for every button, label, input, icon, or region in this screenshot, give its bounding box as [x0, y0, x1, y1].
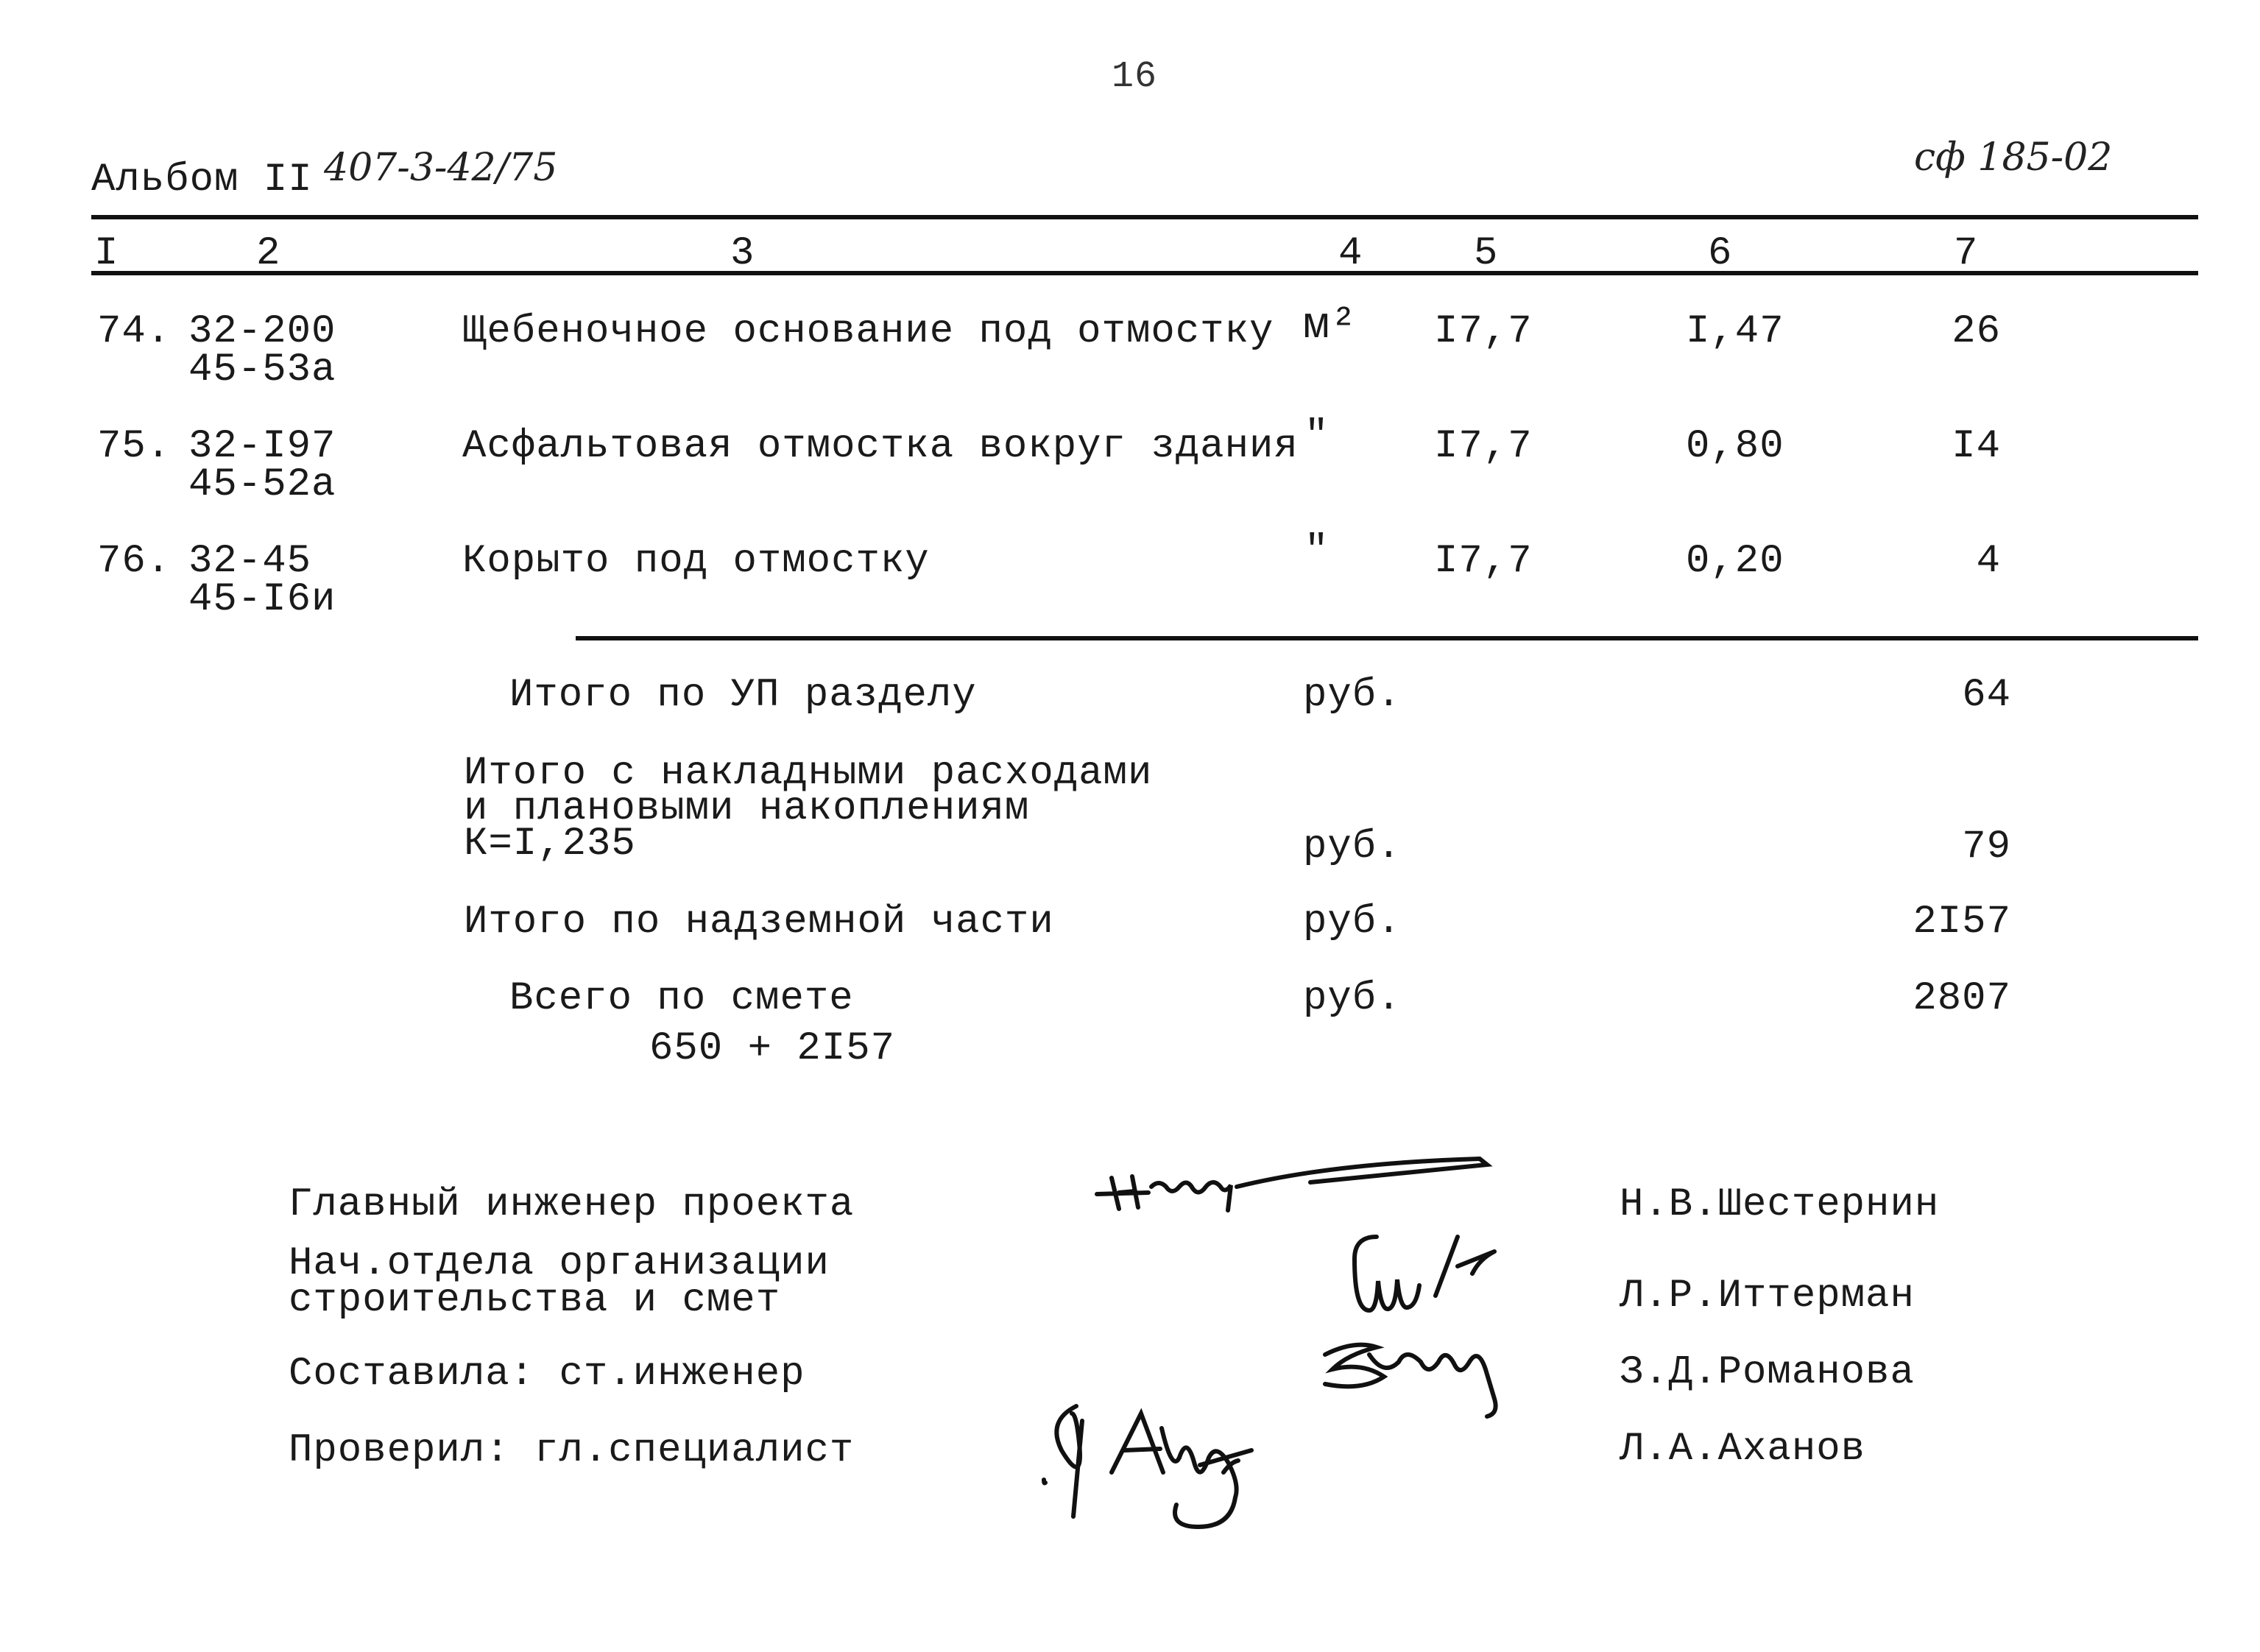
total-label: Всего по смете — [509, 976, 854, 1021]
row-code-primary: 32-200 — [188, 309, 336, 354]
total-value: 2I57 — [1913, 900, 2011, 945]
album-code: 407-3-42/75 — [324, 146, 558, 190]
header-bottom-rule — [91, 271, 2198, 275]
row-total: 26 — [1952, 309, 2001, 354]
total-unit: руб. — [1303, 673, 1402, 718]
total-formula: 650 + 2I57 — [649, 1026, 896, 1071]
total-unit: руб. — [1303, 825, 1402, 869]
signer-name: Н.В.Шестернин — [1620, 1182, 1940, 1227]
row-number: 74. — [97, 309, 172, 354]
page-number: 16 — [1112, 56, 1158, 98]
total-unit: руб. — [1303, 900, 1402, 945]
col-header-4: 4 — [1338, 231, 1363, 276]
row-unit: " — [1304, 529, 1329, 573]
signer-title: строительства и смет — [289, 1278, 781, 1323]
row-unit-price: I,47 — [1686, 309, 1784, 354]
signer-name: Л.А.Аханов — [1620, 1427, 1866, 1472]
row-quantity: I7,7 — [1434, 309, 1533, 354]
signature-romanova — [1310, 1325, 1531, 1428]
col-header-5: 5 — [1474, 231, 1499, 276]
col-header-1: I — [94, 231, 119, 276]
row-code-secondary: 45-52а — [188, 462, 336, 507]
total-label: К=I,235 — [464, 822, 636, 866]
row-quantity: I7,7 — [1434, 539, 1533, 584]
row-unit: м² — [1303, 301, 1358, 351]
row-name: Щебеночное основание под отмостку — [462, 309, 1274, 354]
col-header-6: 6 — [1708, 231, 1733, 276]
signature-akhanov — [1031, 1391, 1281, 1539]
row-code-secondary: 45-I6и — [188, 577, 336, 622]
total-label: Итого по надземной части — [464, 900, 1054, 945]
album-label: Альбом II — [91, 158, 313, 202]
totals-rule — [576, 636, 2198, 640]
row-total: I4 — [1952, 424, 2001, 469]
signer-name: Л.Р.Иттерман — [1620, 1274, 1915, 1319]
row-unit: " — [1304, 414, 1329, 459]
col-header-3: 3 — [730, 231, 755, 276]
total-unit: руб. — [1303, 976, 1402, 1021]
col-header-7: 7 — [1954, 231, 1979, 276]
row-total: 4 — [1976, 539, 2001, 584]
row-number: 76. — [97, 539, 172, 584]
total-label: Итого по УП разделу — [509, 673, 977, 718]
col-header-2: 2 — [256, 231, 281, 276]
total-label: Итого с накладными расходами — [464, 751, 1153, 796]
signer-title: Главный инженер проекта — [289, 1182, 855, 1227]
row-number: 75. — [97, 424, 172, 469]
signature-itterman — [1347, 1222, 1524, 1325]
row-unit-price: 0,80 — [1686, 424, 1784, 469]
total-value: 79 — [1962, 825, 2011, 869]
row-quantity: I7,7 — [1434, 424, 1533, 469]
row-code-primary: 32-I97 — [188, 424, 336, 469]
sheet-code: сф 185-02 — [1914, 135, 2113, 180]
signer-name: З.Д.Романова — [1620, 1350, 1915, 1395]
row-name: Корыто под отмостку — [462, 539, 930, 584]
row-name: Асфальтовая отмостка вокруг здания — [462, 424, 1299, 469]
row-code-secondary: 45-53а — [188, 347, 336, 392]
signer-title: Проверил: гл.специалист — [289, 1428, 855, 1473]
total-value: 2807 — [1913, 976, 2011, 1021]
signer-title: Нач.отдела организации — [289, 1241, 830, 1286]
total-value: 64 — [1962, 673, 2011, 718]
total-label: и плановыми накоплениям — [464, 786, 1030, 831]
table-top-rule — [91, 215, 2198, 219]
row-code-primary: 32-45 — [188, 539, 312, 584]
signer-title: Составила: ст.инженер — [289, 1352, 805, 1397]
row-unit-price: 0,20 — [1686, 539, 1784, 584]
